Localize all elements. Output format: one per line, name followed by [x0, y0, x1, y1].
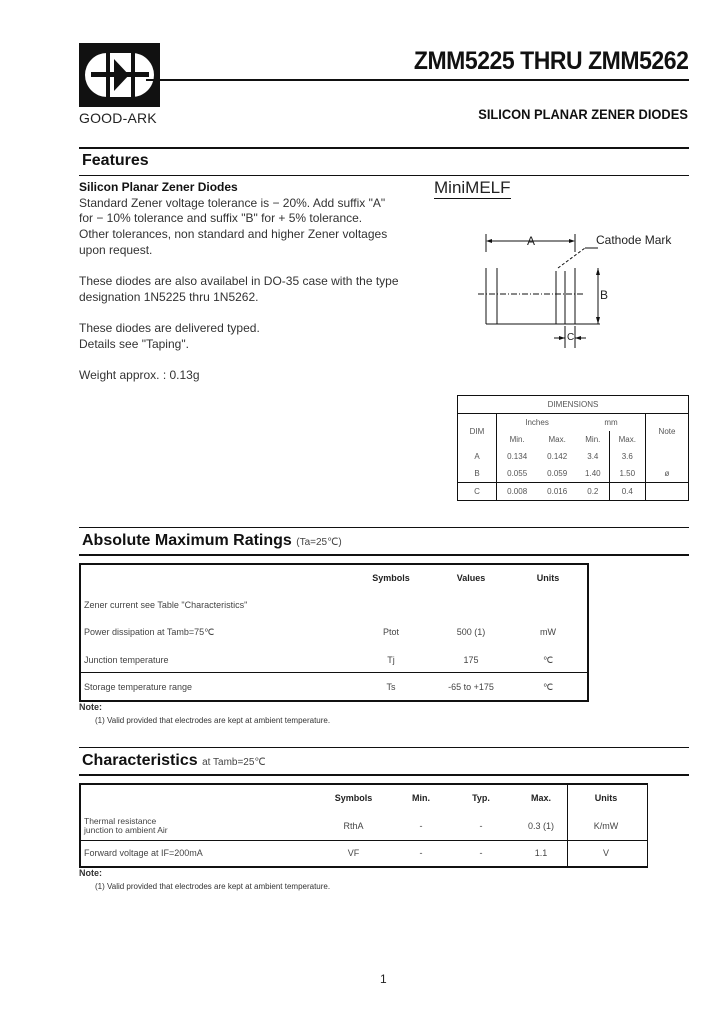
ratings-bottom-rule [79, 554, 689, 556]
zener-current-note: Zener current see Table "Characteristics" [84, 600, 248, 610]
features-top-rule [79, 147, 689, 149]
feature-line: for − 10% tolerance and suffix "B" for + 5% tolerance. [79, 211, 363, 226]
diode-logo-icon [79, 43, 160, 107]
col-symbols: Symbols [334, 793, 373, 803]
feature-line: These diodes are delivered typed. [79, 321, 260, 336]
note-header: Note [646, 414, 689, 449]
dimension-label-a: A [527, 234, 536, 248]
characteristics-heading-group [82, 752, 266, 770]
dimension-label-b: B [600, 288, 609, 302]
feature-line: Standard Zener voltage tolerance is − 20%. Add suffix "A" [79, 195, 386, 210]
characteristics-note-text: (1) Valid provided that electrodes are kept at ambient temperature. [95, 882, 331, 891]
ratings-note-text: (1) Valid provided that electrodes are kept at ambient temperature. [95, 716, 331, 725]
col-typ: Typ. [472, 793, 490, 803]
features-bottom-rule [79, 175, 689, 176]
package-outline-drawing [470, 228, 690, 363]
row-divider [81, 672, 587, 673]
feature-line: upon request. [79, 242, 153, 257]
feature-line: Other tolerances, non standard and higher Zener voltages [79, 227, 388, 242]
dimension-row: A 0.134 0.142 3.4 3.6 [458, 448, 689, 465]
document-title: ZMM5225 THRU ZMM5262 [413, 47, 688, 75]
characteristics-table: Symbols Min. Typ. Max. Units Thermal resistance junction to ambient Air RthA - - 0.3 (1) K/mW Forward voltage at IF=200mA VF - - 1.1 V [79, 783, 648, 868]
max-header: Max. [618, 435, 636, 444]
features-subheading: Silicon Planar Zener Diodes [79, 180, 238, 194]
characteristics-bottom-rule [79, 774, 689, 776]
characteristics-heading: Characteristics [82, 752, 198, 769]
package-name: MiniMELF [434, 178, 511, 197]
ratings-heading: Absolute Maximum Ratings [82, 532, 292, 549]
brand-name: GOOD-ARK [79, 110, 157, 126]
dimension-row: B 0.055 0.059 1.40 1.50 ø [458, 465, 689, 483]
mm-header: mm [604, 418, 618, 427]
col-units: Units [594, 793, 618, 803]
characteristics-top-rule [79, 747, 689, 748]
min-header: Min. [577, 431, 609, 448]
header-rule [146, 79, 689, 81]
min-header: Min. [509, 435, 525, 444]
dimensions-table [457, 395, 689, 501]
good-ark-logo [79, 43, 160, 107]
ratings-note-label: Note: [79, 702, 102, 712]
weight-text: Weight approx. : 0.13g [79, 368, 200, 383]
dimensions-title: DIMENSIONS [547, 400, 599, 409]
inches-header: Inches [525, 418, 549, 427]
col-min: Min. [412, 793, 430, 803]
dim-header: DIM [458, 414, 497, 449]
col-units: Units [536, 573, 560, 583]
page-number: 1 [380, 972, 387, 986]
feature-line: Details see "Taping". [79, 337, 189, 352]
col-values: Values [456, 573, 486, 583]
dimension-label-c: C [567, 332, 575, 343]
max-header: Max. [548, 435, 566, 444]
feature-line: designation 1N5225 thru 1N5262. [79, 289, 259, 304]
feature-line: These diodes are also availabel in DO-35 case with the type [79, 274, 399, 289]
features-heading: Features [82, 152, 149, 169]
col-symbols: Symbols [372, 573, 410, 583]
ratings-heading-group [82, 532, 342, 550]
ratings-top-rule [79, 527, 689, 528]
row-divider [81, 840, 647, 841]
ratings-table: Symbols Values Units Zener current see Table "Characteristics" Power dissipation at Tamb=75℃ Ptot 500 (1) mW Junction temperature Tj 175 ℃ Storage temperature range Ts -65 to +175 ℃ [79, 563, 589, 702]
cathode-mark-label: Cathode Mark [596, 233, 672, 247]
dimension-row: C 0.008 0.016 0.2 0.4 [458, 483, 689, 501]
document-subtitle: SILICON PLANAR ZENER DIODES [478, 106, 688, 122]
ratings-condition: (Ta=25℃) [296, 537, 342, 548]
characteristics-condition: at Tamb=25℃ [202, 757, 266, 768]
features-body [79, 180, 399, 384]
characteristics-note-label: Note: [79, 868, 102, 878]
col-max: Max. [530, 793, 551, 803]
